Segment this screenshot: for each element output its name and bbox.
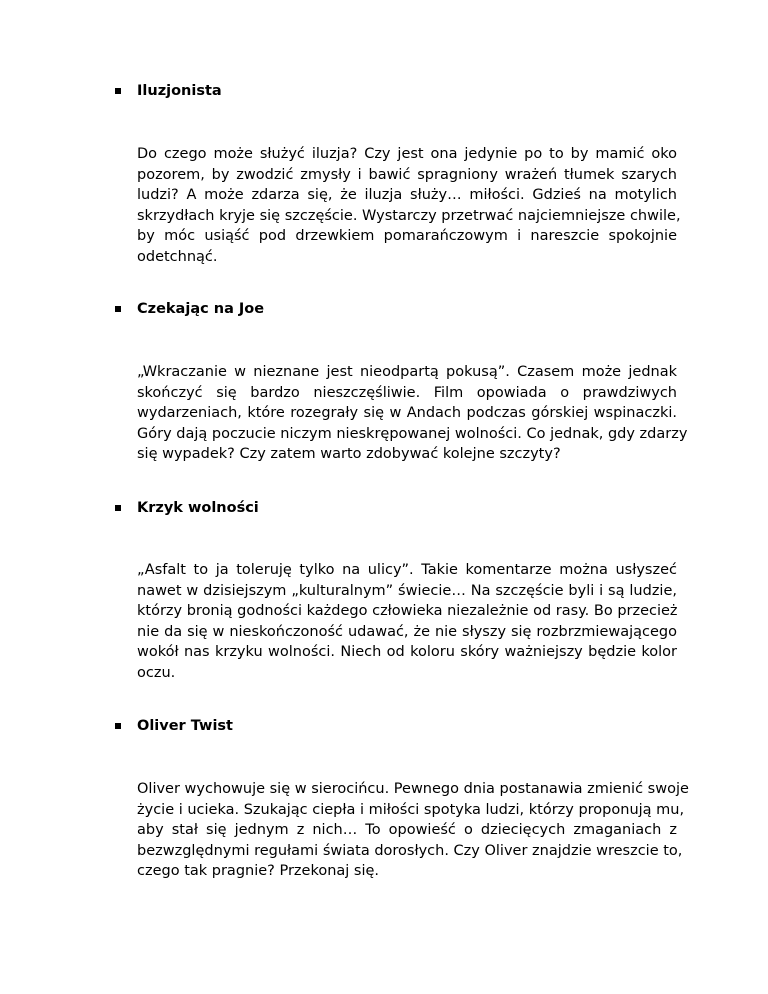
paragraph-line: odetchnąć. — [137, 248, 218, 265]
paragraph-line: życie i ucieka. Szukając ciepła i miłości spotyka ludzi, którzy proponują mu, — [137, 801, 685, 818]
paragraph-line: się wypadek? Czy zatem warto zdobywać kolejne szczyty? — [137, 446, 561, 463]
bullet-icon — [115, 306, 121, 312]
section-krzyk-heading — [0, 497, 768, 519]
paragraph-line: ludzi? A może zdarza się, że iluzja służy… miłości. Gdzieś na motylich — [137, 187, 677, 204]
section-heading: Oliver Twist — [137, 718, 233, 734]
paragraph-line: Do czego może służyć iluzja? Czy jest ona jedynie po to by mamić oko — [137, 146, 677, 162]
section-iluzjonista-paragraph — [137, 144, 681, 268]
paragraph-line: „Asfalt to ja toleruję tylko na ulicy”. Takie komentarze można usłyszeć — [137, 562, 677, 578]
section-krzyk-paragraph — [137, 560, 677, 684]
paragraph-line: nie da się w nieskończoność udawać, że nie słyszy się rozbrzmiewającego — [137, 623, 677, 640]
section-heading: Krzyk wolności — [137, 500, 259, 516]
section-czekajac-paragraph — [137, 362, 688, 465]
bullet-icon — [115, 88, 121, 94]
section-iluzjonista-heading — [0, 80, 768, 102]
paragraph-line: czego tak pragnie? Przekonaj się. — [137, 863, 380, 880]
paragraph-line: „Wkraczanie w nieznane jest nieodpartą pokusą”. Czasem może jednak — [137, 364, 677, 380]
paragraph-line: skrzydłach kryje się szczęście. Wystarczy przetrwać najciemniejsze chwile, — [137, 207, 681, 224]
bullet-icon — [115, 723, 121, 729]
paragraph-line: bezwzględnymi regułami świata dorosłych. Czy Oliver znajdzie wreszcie to, — [137, 842, 683, 859]
paragraph-line: pozorem, by zwodzić zmysły i bawić spragniony wrażeń tłumek szarych — [137, 166, 677, 183]
bullet-icon — [115, 505, 121, 511]
section-oliver-paragraph — [137, 779, 689, 882]
paragraph-line: oczu. — [137, 664, 176, 681]
paragraph-line: wokół nas krzyku wolności. Niech od koloru skóry ważniejszy będzie kolor — [137, 644, 677, 661]
section-oliver-heading — [0, 715, 768, 737]
paragraph-line: by móc usiąść pod drzewkiem pomarańczowym i nareszcie spokojnie — [137, 228, 677, 245]
paragraph-line: którzy bronią godności każdego człowieka niezależnie od rasy. Bo przecież — [137, 603, 678, 620]
section-heading: Iluzjonista — [137, 83, 222, 99]
paragraph-line: skończyć się bardzo nieszczęśliwie. Film opowiada o prawdziwych — [137, 384, 677, 401]
paragraph-line: nawet w dzisiejszym „kulturalnym” świecie… Na szczęście byli i są ludzie, — [137, 582, 677, 599]
paragraph-line: Góry dają poczucie niczym nieskrępowanej wolności. Co jednak, gdy zdarzy — [137, 425, 688, 442]
section-czekajac-heading — [0, 298, 768, 320]
section-heading: Czekając na Joe — [137, 301, 265, 317]
paragraph-line: Oliver wychowuje się w sierocińcu. Pewnego dnia postanawia zmienić swoje — [137, 781, 689, 797]
paragraph-line: wydarzeniach, które rozegrały się w Andach podczas górskiej wspinaczki. — [137, 405, 677, 422]
paragraph-line: aby stał się jednym z nich… To opowieść o dziecięcych zmaganiach z — [137, 822, 677, 839]
